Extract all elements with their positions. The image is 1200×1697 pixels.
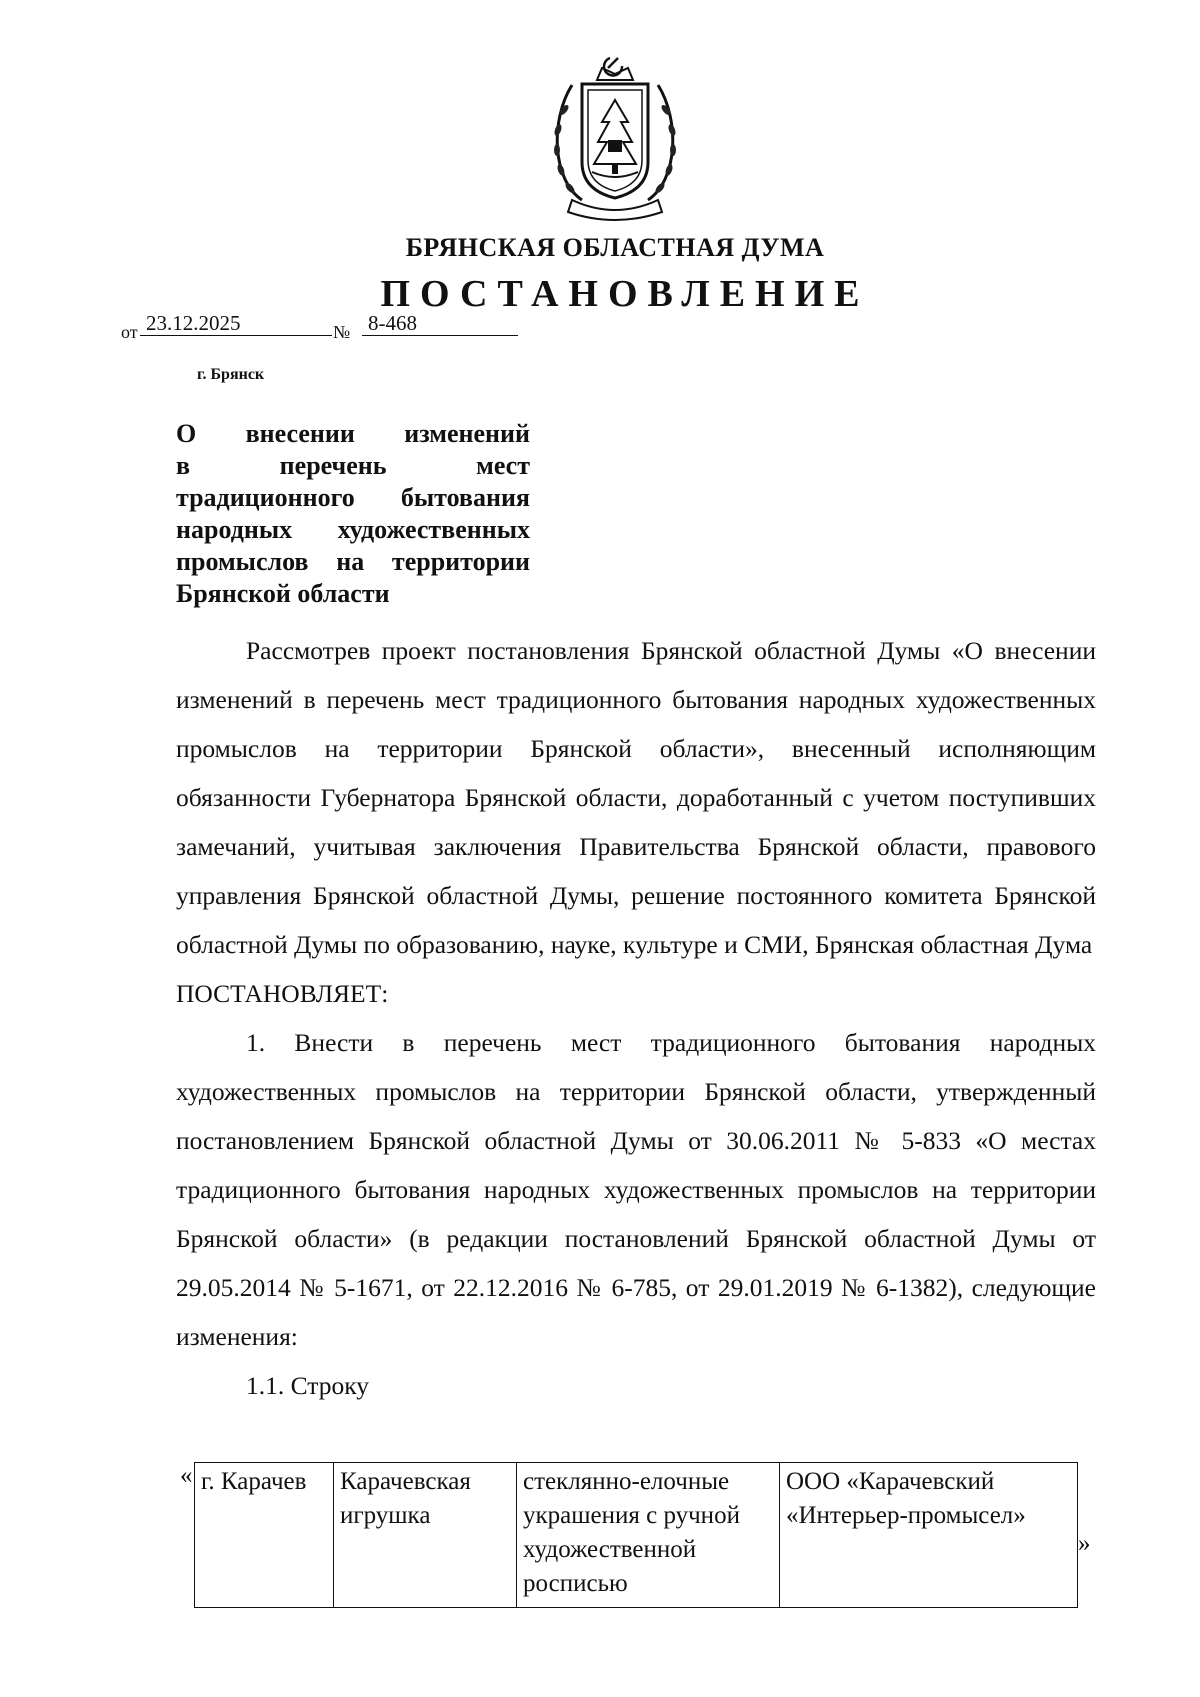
amendment-table (194, 1462, 1078, 1608)
document-number: 8-468 (362, 311, 518, 336)
subject-line: народных художественных (176, 515, 530, 544)
table-cell-organization: ООО «Карачевский «Интерьер-промысел» (780, 1463, 1078, 1608)
item-1-paragraph: 1. Внести в перечень мест традиционного бытования народных художественных промыслов на территории Брянской области, утвержденный постановлением Брянской областной Думы от 30.06.2011 № 5-833 «О местах традиционного бытования народных художественных промыслов на территории Брянской области» (в редакции постановлений Брянской областной Думы от 29.05.2014 № 5-1671, от 22.12.2016 № 6-785, от 29.01.2019 № 6-1382), следующие изменения: (176, 1028, 1096, 1351)
preamble-block (176, 626, 1096, 1410)
preamble-paragraph: Рассмотрев проект постановления Брянской областной Думы «О внесении изменений в перечень мест традиционного бытования народных художественных промыслов на территории Брянской области», внесенный исполняющим обязанности Губернатора Брянской области, доработанный с учетом поступивших замечаний, учитывая заключения Правительства Брянской области, правового управления Брянской областной Думы, решение постоянного комитета Брянской областной Думы по образованию, науке, культуре и СМИ, Брянская областная Дума (176, 636, 1096, 959)
subject-line: традиционного бытования (176, 483, 530, 512)
document-city: г. Брянск (197, 366, 265, 383)
subject-line: промыслов на территории (176, 547, 530, 576)
date-prefix: от (121, 322, 138, 342)
document-date: 23.12.2025 (140, 311, 332, 336)
table-cell-city: г. Карачев (195, 1463, 334, 1608)
item-1-1-paragraph: 1.1. Строку (246, 1371, 370, 1400)
subject-line: Брянской области (176, 579, 390, 608)
table-cell-craft: Карачевская игрушка (334, 1463, 517, 1608)
subject-line: О внесении изменений (176, 419, 530, 448)
table-open-quote: « (180, 1462, 193, 1489)
number-prefix: № (333, 322, 351, 342)
table-cell-products: стеклянно-елочные украшения с ручной художественной росписью (517, 1463, 780, 1608)
organization-title: БРЯНСКАЯ ОБЛАСТНАЯ ДУМА (405, 233, 825, 262)
table-row (195, 1463, 1078, 1608)
document-type-title: ПОСТАНОВЛЕНИЕ (380, 273, 870, 315)
subject-line: в перечень мест (176, 451, 530, 480)
resolves-heading: ПОСТАНОВЛЯЕТ: (176, 979, 389, 1008)
table-close-quote: » (1078, 1530, 1091, 1557)
document-subject (176, 418, 530, 610)
coat-of-arms-emblem (542, 50, 688, 225)
